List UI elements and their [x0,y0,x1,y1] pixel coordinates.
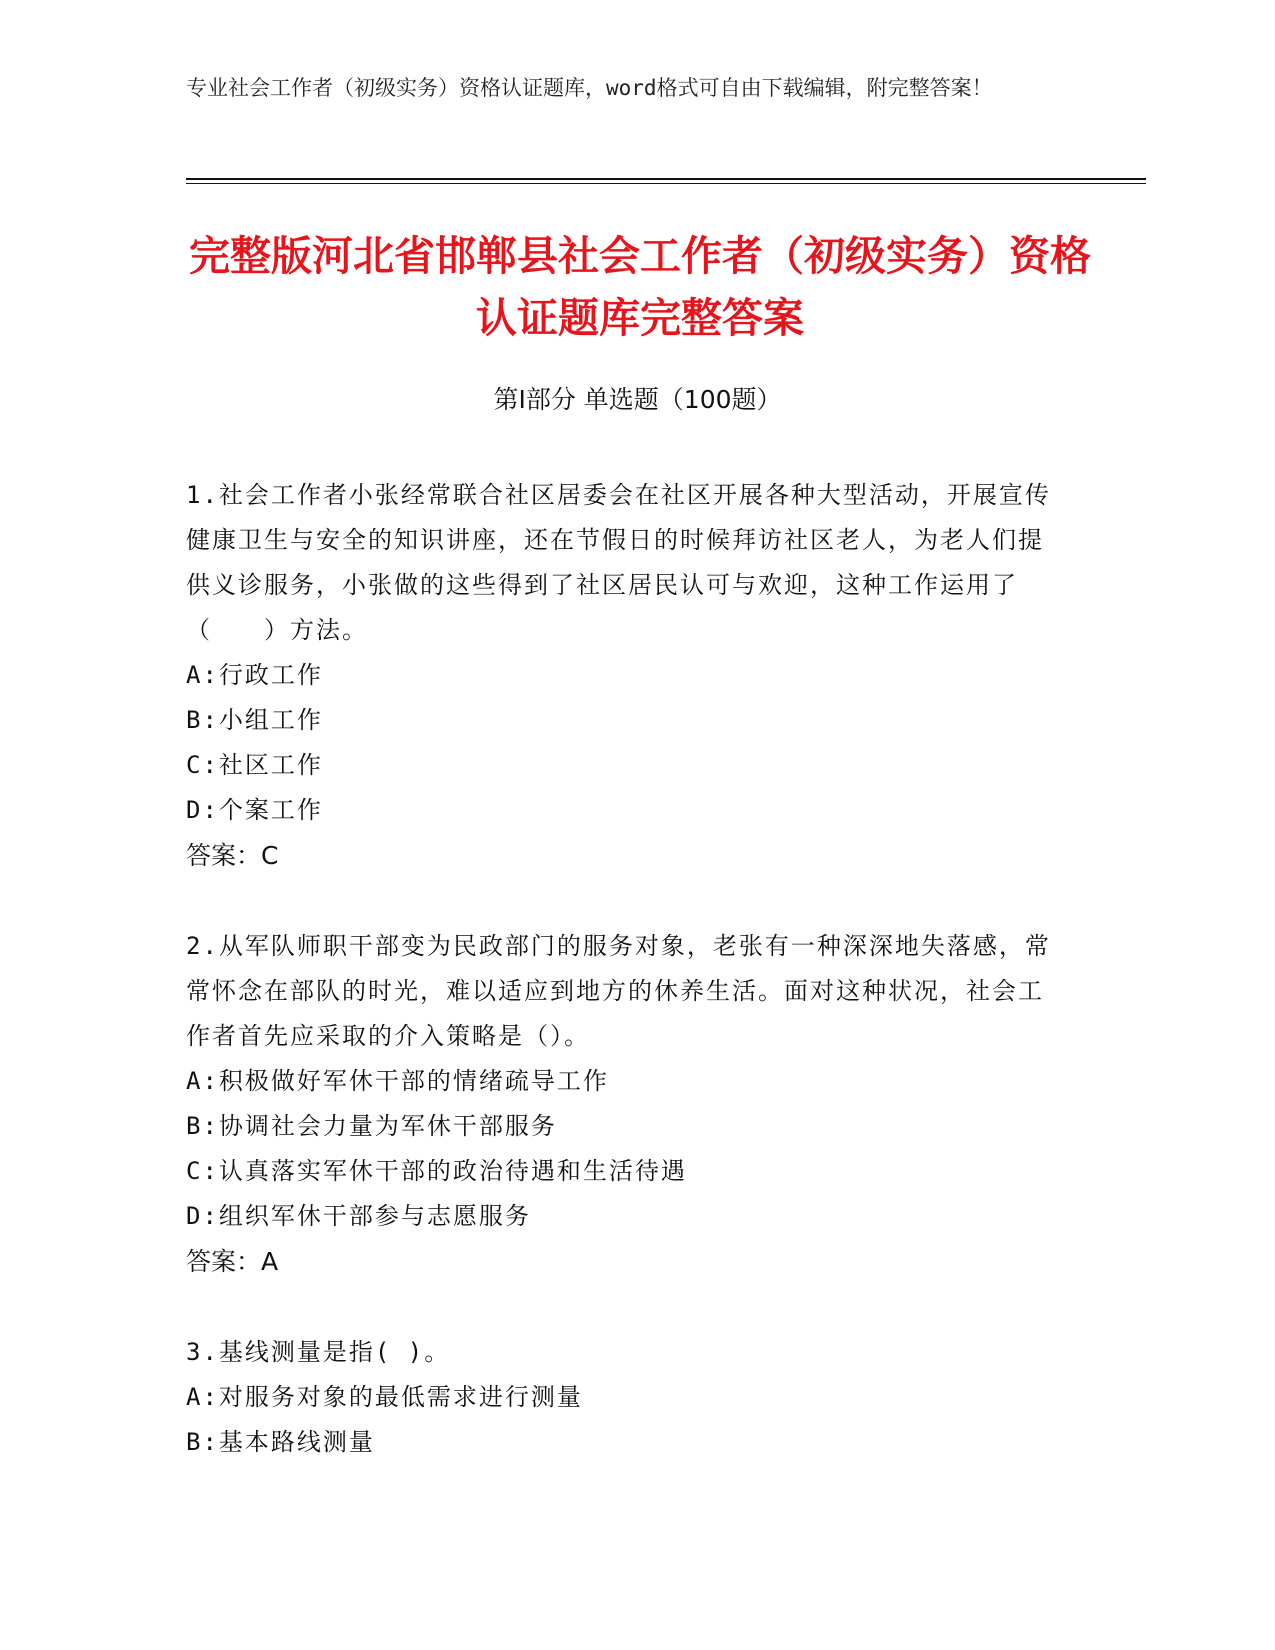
header-note: 专业社会工作者（初级实务）资格认证题库，word格式可自由下载编辑，附完整答案！ [186,76,993,100]
question-1 [186,473,1056,878]
option-b: B:基本路线测量 [186,1428,375,1456]
section-title: 第Ⅰ部分 单选题（100题） [493,385,782,414]
question-2 [186,924,1056,1284]
header-rule-thin [186,183,1146,184]
question-stem: 1.社会工作者小张经常联合社区居委会在社区开展各种大型活动，开展宣传健康卫生与安全的知识讲座，还在节假日的时候拜访社区老人，为老人们提供义诊服务，小张做的这些得到了社区居民认可与欢迎，这种工作运用了（ ）方法。 [186,481,1051,644]
option-d: D:个案工作 [186,796,323,824]
option-b: B:小组工作 [186,706,323,734]
option-c: C:认真落实军休干部的政治待遇和生活待遇 [186,1157,687,1185]
option-a: A:积极做好军休干部的情绪疏导工作 [186,1067,609,1095]
option-a: A:行政工作 [186,661,323,689]
document-title: 完整版河北省邯郸县社会工作者（初级实务）资格认证题库完整答案 [189,232,1091,342]
question-stem: 2.从军队师职干部变为民政部门的服务对象，老张有一种深深地失落感，常常怀念在部队的时光，难以适应到地方的休养生活。面对这种状况，社会工作者首先应采取的介入策略是（）。 [186,932,1051,1050]
option-d: D:组织军休干部参与志愿服务 [186,1202,531,1230]
header-rule [186,178,1146,180]
question-3 [186,1330,1056,1465]
option-c: C:社区工作 [186,751,323,779]
answer: 答案：A [186,1247,279,1276]
question-stem: 3.基线测量是指( )。 [186,1338,451,1366]
option-b: B:协调社会力量为军休干部服务 [186,1112,557,1140]
option-a: A:对服务对象的最低需求进行测量 [186,1383,583,1411]
question-list [186,473,1056,1511]
answer: 答案：C [186,841,279,870]
